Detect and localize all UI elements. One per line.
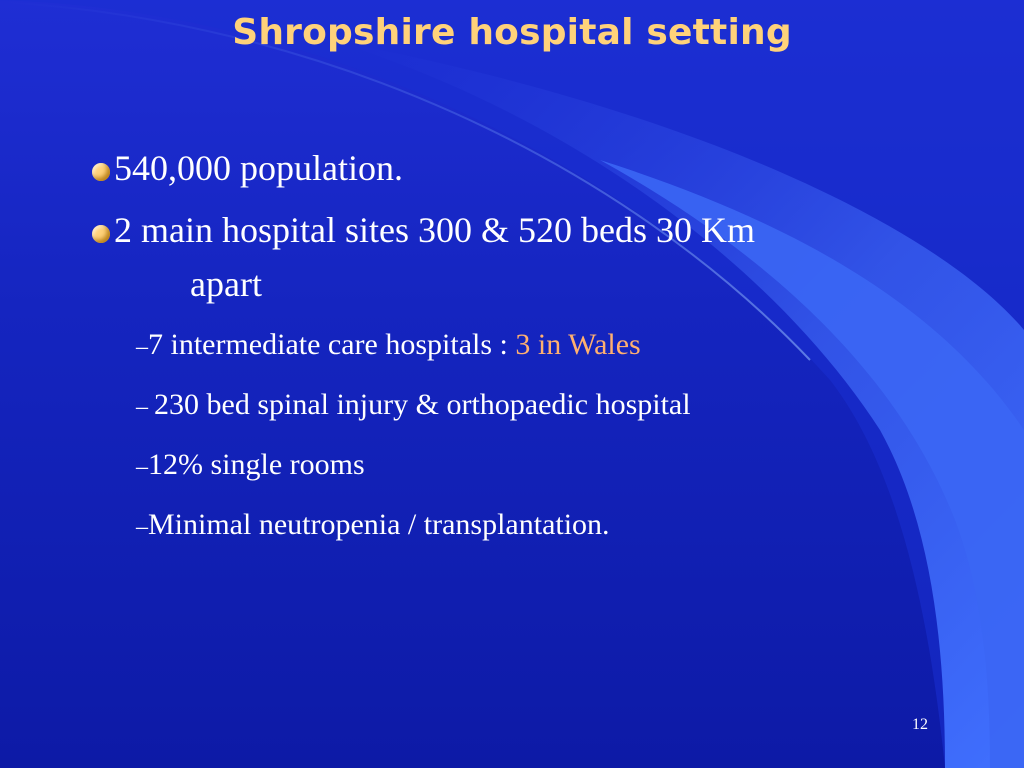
sub-bullet-spinal-injury bbox=[88, 376, 948, 436]
bullet-population bbox=[88, 140, 948, 196]
bullet-text: 540,000 population. bbox=[114, 148, 403, 188]
sub-bullet-neutropenia bbox=[88, 496, 948, 556]
slide-body bbox=[88, 140, 948, 556]
sub-bullet-text: 12% single rooms bbox=[148, 448, 365, 481]
sub-bullet-intermediate-care bbox=[88, 316, 948, 376]
page-number: 12 bbox=[912, 716, 928, 733]
sub-bullet-text: Minimal neutropenia / transplantation. bbox=[148, 508, 610, 541]
slide-title: Shropshire hospital setting bbox=[232, 12, 792, 53]
bullet-text: 2 main hospital sites 300 & 520 beds 30 Km bbox=[114, 210, 755, 250]
dash-marker: – bbox=[136, 514, 148, 540]
bullet-dot-icon bbox=[92, 225, 110, 243]
sub-bullet-single-rooms bbox=[88, 436, 948, 496]
sub-bullet-text: 230 bed spinal injury & orthopaedic hospital bbox=[154, 388, 691, 421]
dash-marker: – bbox=[136, 394, 154, 420]
bullet-hospital-sites bbox=[88, 202, 948, 310]
bullet-continuation: apart bbox=[190, 264, 262, 304]
highlight-text: 3 in Wales bbox=[515, 328, 641, 361]
dash-marker: – bbox=[136, 334, 148, 360]
dash-marker: – bbox=[136, 454, 148, 480]
sub-bullet-text: 7 intermediate care hospitals : bbox=[148, 328, 516, 361]
bullet-dot-icon bbox=[92, 163, 110, 181]
